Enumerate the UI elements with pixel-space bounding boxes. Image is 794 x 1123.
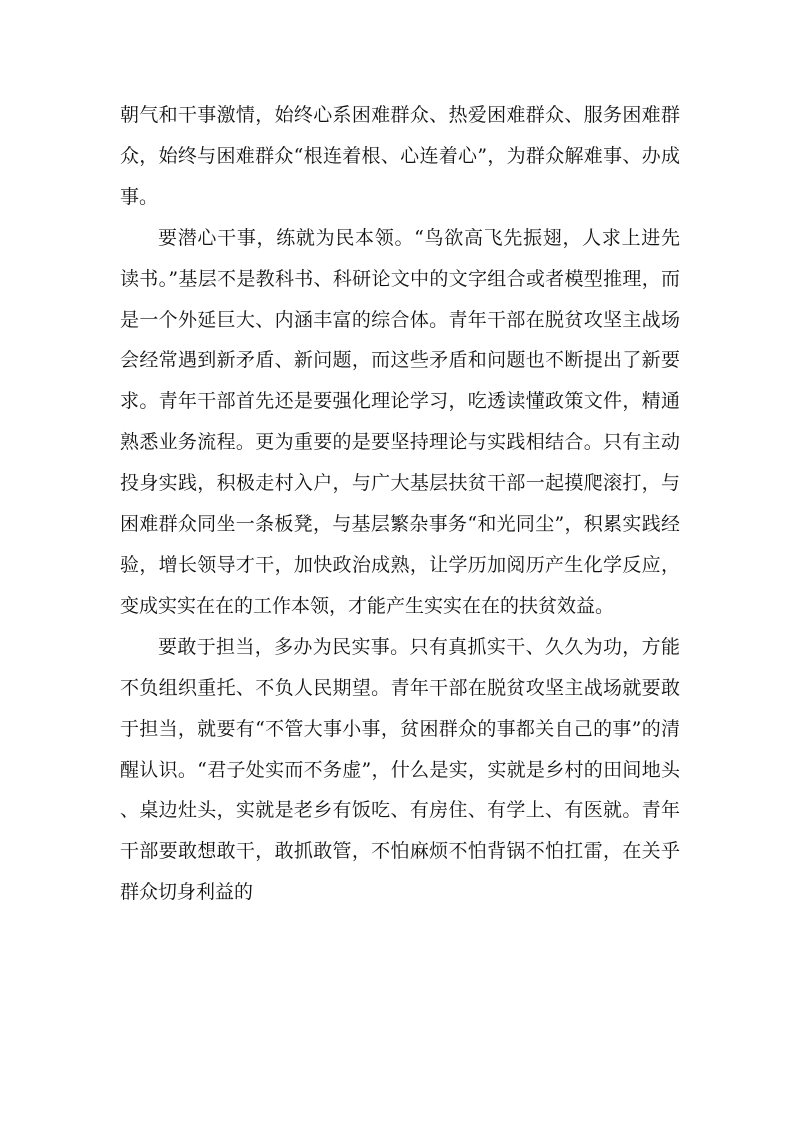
paragraph-dedicated-work: 要潜心干事，练就为民本领。“鸟欲高飞先振翅，人求上进先读书。”基层不是教科书、科研论文中的文字组合或者模型推理，而是一个外延巨大、内涵丰富的综合体。青年干部在脱贫攻坚主战场会经常遇到新矛盾、新问题，而这些矛盾和问题也不断提出了新要求。青年干部首先还是要强化理论学习，吃透读懂政策文件，精通熟悉业务流程。更为重要的是要坚持理论与实践相结合。只有主动投身实践，积极走村入户，与广大基层扶贫干部一起摸爬滚打，与困难群众同坐一条板凳，与基层繁杂事务“和光同尘”，积累实践经验，增长领导才干，加快政治成熟，让学历加阅历产生化学反应，变成实实在在的工作本领，才能产生实实在在的扶贫效益。 — [120, 226, 680, 617]
paragraph-taking-responsibility: 要敢于担当，多办为民实事。只有真抓实干、久久为功，方能不负组织重托、不负人民期望。青年干部在脱贫攻坚主战场就要敢于担当，就要有“不管大事小事，贫困群众的事都关自己的事”的清醒认识。“君子处实而不务虚”，什么是实，实就是乡村的田间地头、桌边灶头，实就是老乡有饭吃、有房住、有学上、有医就。青年干部要敢想敢干，敢抓敢管，不怕麻烦不怕背锅不怕扛雷，在关乎群众切身利益的 — [120, 635, 680, 904]
document-body — [120, 95, 680, 913]
paragraph-continuation: 朝气和干事激情，始终心系困难群众、热爱困难群众、服务困难群众，始终与困难群众“根连着根、心连着心”，为群众解难事、办成事。 — [120, 104, 680, 208]
